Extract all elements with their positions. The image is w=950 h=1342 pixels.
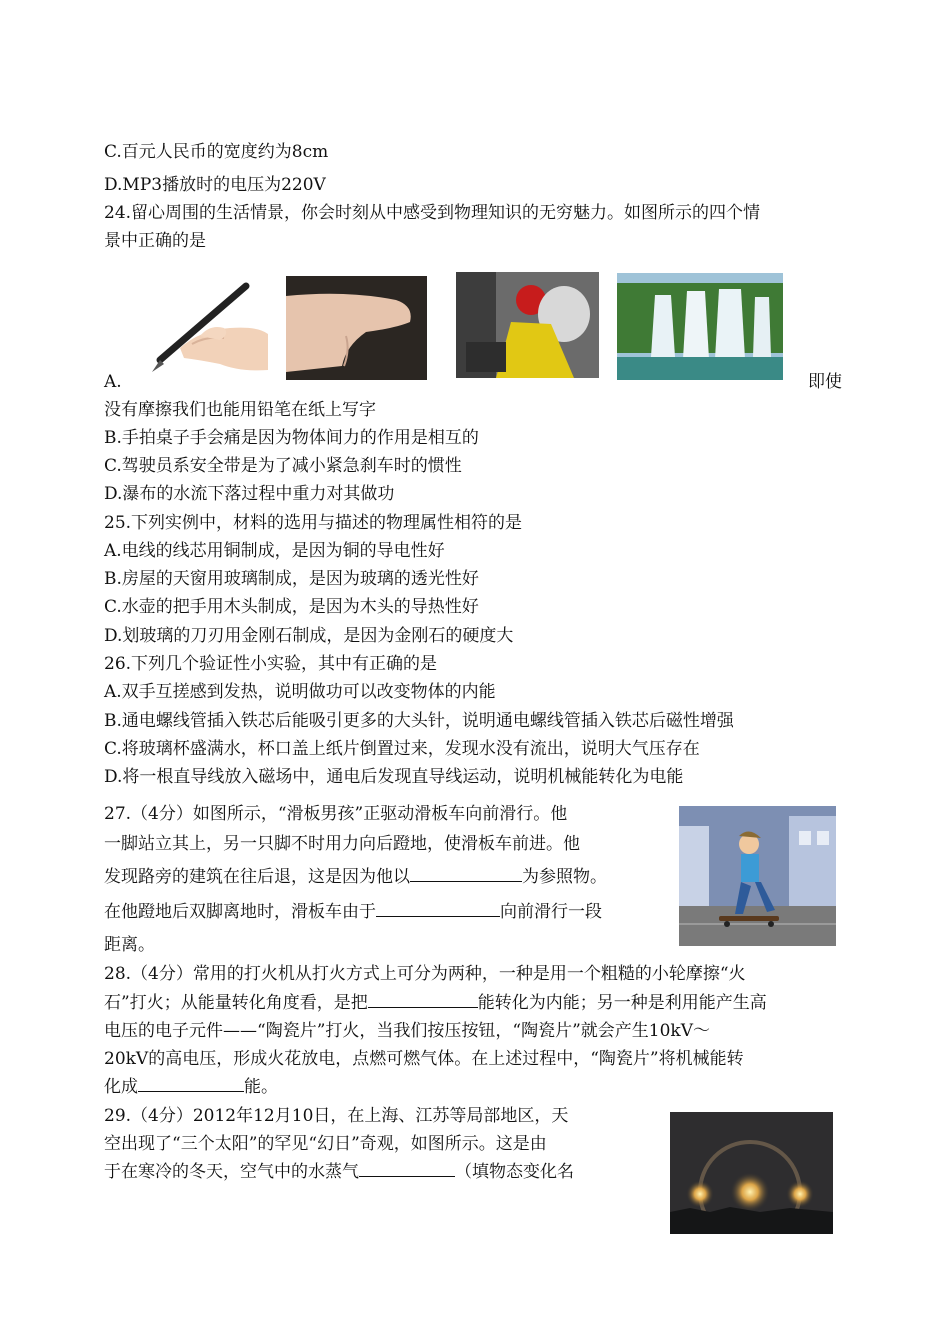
q25-stem: 25.下列实例中，材料的选用与描述的物理属性相符的是: [104, 513, 523, 533]
q27-line1: 27.（4分）如图所示，“滑板男孩”正驱动滑板车向前滑行。他: [104, 804, 568, 824]
q28-line4: 20kV的高电压，形成火花放电，点燃可燃气体。在上述过程中，“陶瓷片”将机械能转: [104, 1049, 744, 1069]
q23-option-d: D.MP3播放时的电压为220V: [104, 175, 326, 195]
pencil-writing-figure: [140, 278, 268, 378]
q24-option-c: C.驾驶员系安全带是为了减小紧急刹车时的惯性: [104, 456, 462, 476]
q28-line1: 28.（4分）常用的打火机从打火方式上可分为两种，一种是用一个粗糙的小轮摩擦“火: [104, 964, 746, 984]
q29-line3: [104, 1158, 574, 1186]
q24-option-a-label: A.: [104, 372, 122, 392]
q29-line2: 空出现了“三个太阳”的罕见“幻日”奇观，如图所示。这是由: [104, 1134, 547, 1154]
q28-blank-1[interactable]: [368, 989, 478, 1008]
q29-line1: 29.（4分）2012年12月10日，在上海、江苏等局部地区，天: [104, 1106, 569, 1126]
q27-line2: 一脚站立其上，另一只脚不时用力向后蹬地，使滑板车前进。他: [104, 834, 580, 854]
q29-blank-1[interactable]: [359, 1158, 455, 1177]
q26-option-d: D.将一根直导线放入磁场中，通电后发现直导线运动，说明机械能转化为电能: [104, 767, 684, 787]
q28-line5: [104, 1073, 278, 1101]
q28-line2-text-b: 能转化为内能；另一种是利用能产生高: [477, 993, 767, 1013]
q27-line4: [104, 898, 602, 926]
q27-line5: 距离。: [104, 935, 155, 955]
hand-on-table-figure: [286, 276, 427, 380]
q25-option-d: D.划玻璃的刀刃用金刚石制成，是因为金刚石的硬度大: [104, 626, 514, 646]
waterfall-figure: [617, 273, 783, 380]
q26-stem: 26.下列几个验证性小实验，其中有正确的是: [104, 654, 438, 674]
q27-blank-1[interactable]: [410, 863, 522, 882]
q27-line3-text-a: 发现路旁的建筑在往后退，这是因为他以: [104, 867, 410, 887]
q24-option-a-cont: 没有摩擦我们也能用铅笔在纸上写字: [104, 400, 376, 420]
q24-stem-line1: 24.留心周围的生活情景，你会时刻从中感受到物理知识的无穷魅力。如图所示的四个情: [104, 203, 761, 223]
q24-stem-line2: 景中正确的是: [104, 231, 206, 251]
q26-option-c: C.将玻璃杯盛满水，杯口盖上纸片倒置过来，发现水没有流出，说明大气压存在: [104, 739, 700, 759]
q28-line5-text-b: 能。: [244, 1077, 278, 1097]
q26-option-a: A.双手互搓感到发热，说明做功可以改变物体的内能: [104, 682, 496, 702]
q23-option-c: C.百元人民币的宽度约为8cm: [104, 142, 329, 162]
q27-line3-text-b: 为参照物。: [522, 867, 607, 887]
q27-line4-text-b: 向前滑行一段: [500, 902, 602, 922]
q25-option-b: B.房屋的天窗用玻璃制成，是因为玻璃的透光性好: [104, 569, 479, 589]
sun-dogs-figure: [670, 1112, 833, 1234]
q27-line3: [104, 863, 607, 891]
q28-line2: [104, 989, 767, 1017]
skateboard-boy-figure: [679, 806, 836, 946]
airbag-crash-test-figure: [456, 272, 599, 378]
q24-option-a-right: 即使: [808, 372, 842, 392]
q29-line3-text-b: （填物态变化名: [455, 1162, 574, 1182]
q28-line2-text-a: 石”打火；从能量转化角度看，是把: [104, 993, 368, 1013]
q28-line5-text-a: 化成: [104, 1077, 138, 1097]
q25-option-c: C.水壶的把手用木头制成，是因为木头的导热性好: [104, 597, 479, 617]
q28-line3: 电压的电子元件——“陶瓷片”打火，当我们按压按钮，“陶瓷片”就会产生10kV～: [104, 1021, 710, 1041]
q29-line3-text-a: 于在寒冷的冬天，空气中的水蒸气: [104, 1162, 359, 1182]
q27-line4-text-a: 在他蹬地后双脚离地时，滑板车由于: [104, 902, 376, 922]
q24-option-b: B.手拍桌子手会痛是因为物体间力的作用是相互的: [104, 428, 479, 448]
q27-blank-2[interactable]: [376, 898, 500, 917]
q24-option-d: D.瀑布的水流下落过程中重力对其做功: [104, 484, 395, 504]
q28-blank-2[interactable]: [138, 1073, 244, 1092]
q26-option-b: B.通电螺线管插入铁芯后能吸引更多的大头针，说明通电螺线管插入铁芯后磁性增强: [104, 711, 734, 731]
q25-option-a: A.电线的线芯用铜制成，是因为铜的导电性好: [104, 541, 445, 561]
